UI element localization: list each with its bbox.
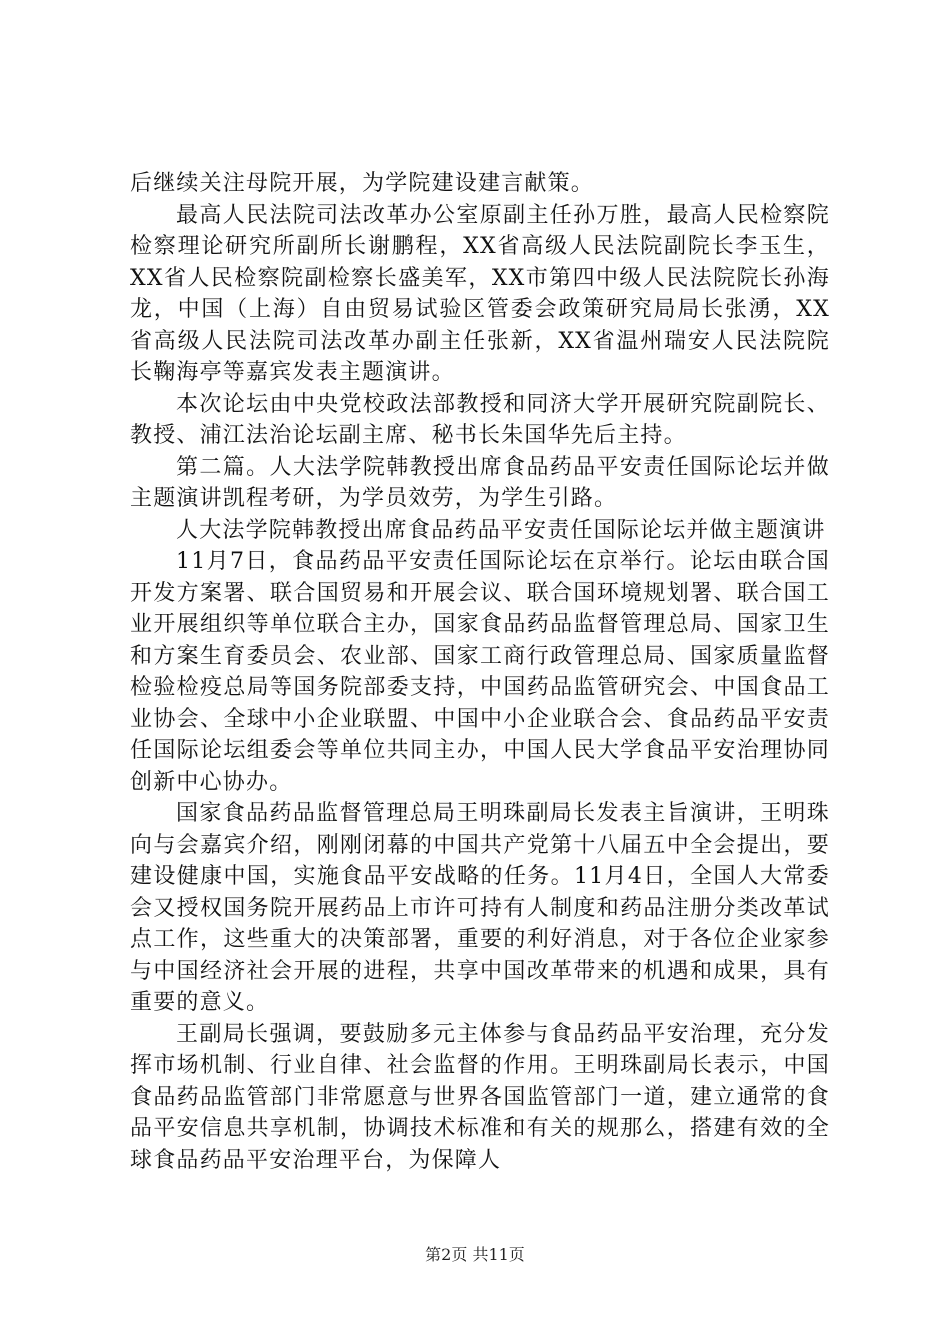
paragraph-6: 11月7日，食品药品平安责任国际论坛在京举行。论坛由联合国开发方案署、联合国贸易和开展会议、联合国环境规划署、联合国工业开展组织等单位联合主办，国家食品药品监督管理总局、国家卫生和方案生育委员会、农业部、国家工商行政管理总局、国家质量监督检验检疫总局等国务院部委支持，中国药品监管研究会、中国食品工业协会、全球中小企业联盟、中国中小企业联合会、食品药品平安责任国际论坛组委会等单位共同主办，中国人民大学食品平安治理协同创新中心协办。	[130, 549, 830, 795]
paragraph-3: 本次论坛由中央党校政法部教授和同济大学开展研究院副院长、教授、浦江法治论坛副主席、秘书长朱国华先后主持。	[130, 391, 830, 448]
body-text	[130, 168, 830, 1176]
page-number-label: 第2页 共11页	[425, 1245, 525, 1264]
paragraph-5: 人大法学院韩教授出席食品药品平安责任国际论坛并做主题演讲	[176, 517, 826, 543]
paragraph-1: 后继续关注母院开展，为学院建设建言献策。	[130, 171, 595, 196]
paragraph-2: 最高人民法院司法改革办公室原副主任孙万胜，最高人民检察院检察理论研究所副所长谢鹏程，XX省高级人民法院副院长李玉生，XX省人民检察院副检察长盛美军，XX市第四中级人民法院院长孙海龙，中国（上海）自由贸易试验区管委会政策研究局局长张湧，XX省高级人民法院司法改革办副主任张新，XX省温州瑞安人民法院院长鞠海亭等嘉宾发表主题演讲。	[130, 202, 830, 385]
page-footer	[0, 1242, 950, 1265]
paragraph-8: 王副局长强调，要鼓励多元主体参与食品药品平安治理，充分发挥市场机制、行业自律、社会监督的作用。王明珠副局长表示，中国食品药品监管部门非常愿意与世界各国监管部门一道，建立通常的食品平安信息共享机制，协调技术标准和有关的规那么，搭建有效的全球食品药品平安治理平台，为保障人	[130, 1021, 830, 1173]
paragraph-7: 国家食品药品监督管理总局王明珠副局长发表主旨演讲，王明珠向与会嘉宾介绍，刚刚闭幕的中国共产党第十八届五中全会提出，要建设健康中国，实施食品平安战略的任务。11月4日，全国人大常委会又授权国务院开展药品上市许可持有人制度和药品注册分类改革试点工作，这些重大的决策部署，重要的利好消息，对于各位企业家参与中国经济社会开展的进程，共享中国改革带来的机遇和成果，具有重要的意义。	[130, 801, 830, 1015]
paragraph-4: 第二篇。人大法学院韩教授出席食品药品平安责任国际论坛并做主题演讲凯程考研，为学员效劳，为学生引路。	[130, 454, 830, 511]
